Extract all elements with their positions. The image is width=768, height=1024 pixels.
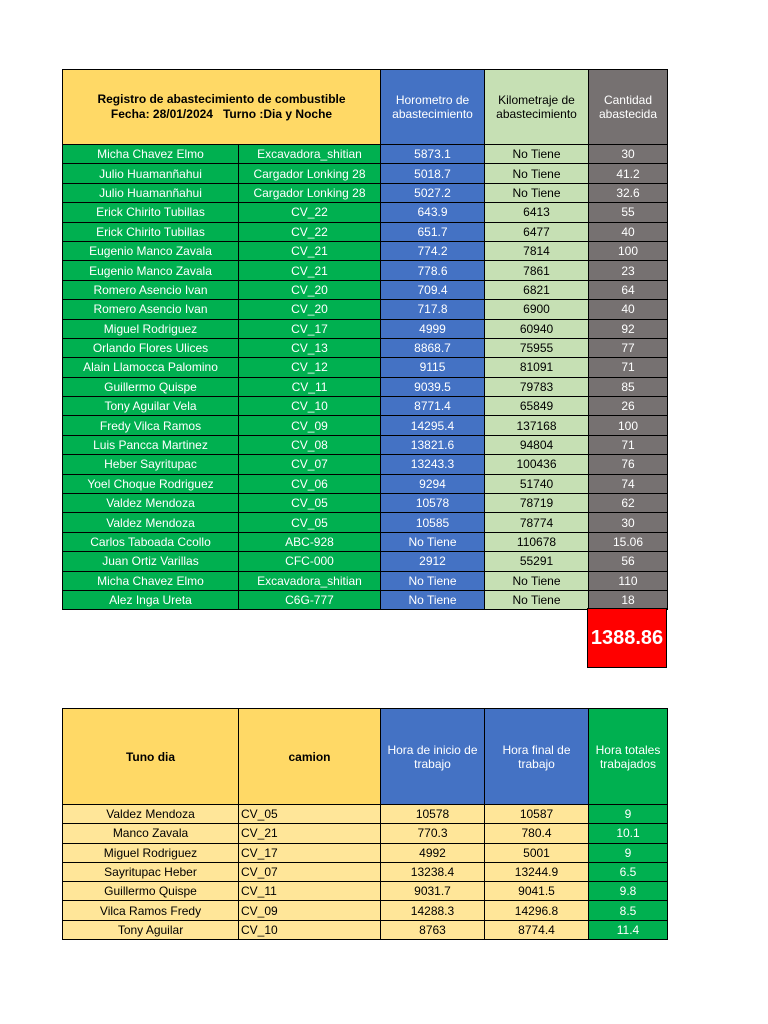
unit-cell: CV_22: [239, 203, 381, 222]
driver-cell: Guillermo Quispe: [63, 377, 239, 396]
cantidad-cell: 15.06: [589, 532, 668, 551]
driver-cell: Romero Asencio Ivan: [63, 300, 239, 319]
total-hours-cell: 9: [589, 805, 668, 824]
start-hour-cell: 8763: [381, 920, 485, 939]
horometro-cell: No Tiene: [381, 532, 485, 551]
cantidad-cell: 55: [589, 203, 668, 222]
table-row: [63, 145, 668, 164]
truck-cell: CV_05: [239, 805, 381, 824]
unit-cell: CV_17: [239, 319, 381, 338]
table-row: [63, 571, 668, 590]
truck-cell: CV_09: [239, 901, 381, 920]
table-row: [63, 183, 668, 202]
horometro-cell: 5018.7: [381, 164, 485, 183]
kilometraje-cell: 100436: [485, 455, 589, 474]
start-hour-cell: 14288.3: [381, 901, 485, 920]
kilometraje-cell: 110678: [485, 532, 589, 551]
table-row: [63, 882, 668, 901]
col-header-camion: camion: [239, 709, 381, 805]
total-hours-cell: 6.5: [589, 862, 668, 881]
unit-cell: CV_22: [239, 222, 381, 241]
table-row: [63, 261, 668, 280]
unit-cell: CV_06: [239, 474, 381, 493]
fuel-table-title-line1: Registro de abastecimiento de combustible: [97, 92, 346, 106]
cantidad-cell: 23: [589, 261, 668, 280]
horometro-cell: 10585: [381, 513, 485, 532]
cantidad-cell: 62: [589, 494, 668, 513]
unit-cell: CV_10: [239, 397, 381, 416]
kilometraje-cell: 94804: [485, 435, 589, 454]
driver-cell: Eugenio Manco Zavala: [63, 261, 239, 280]
unit-cell: Excavadora_shitian: [239, 571, 381, 590]
horometro-cell: 717.8: [381, 300, 485, 319]
col-header-hora-inicio: Hora de inicio de trabajo: [381, 709, 485, 805]
unit-cell: CV_08: [239, 435, 381, 454]
col-header-cantidad: Cantidad abastecida: [589, 70, 668, 145]
table-row: [63, 494, 668, 513]
driver-cell: Fredy Vilca Ramos: [63, 416, 239, 435]
truck-cell: CV_21: [239, 824, 381, 843]
cantidad-cell: 56: [589, 552, 668, 571]
col-header-hora-final: Hora final de trabajo: [485, 709, 589, 805]
unit-cell: Cargador Lonking 28: [239, 164, 381, 183]
unit-cell: CV_21: [239, 261, 381, 280]
driver-cell: Alez Inga Ureta: [63, 590, 239, 609]
col-header-hora-totales: Hora totales trabajados: [589, 709, 668, 805]
end-hour-cell: 13244.9: [485, 862, 589, 881]
total-fuel-cell: 1388.86: [587, 608, 667, 668]
start-hour-cell: 770.3: [381, 824, 485, 843]
table-row: [63, 901, 668, 920]
horometro-cell: 5873.1: [381, 145, 485, 164]
cantidad-cell: 41.2: [589, 164, 668, 183]
table-row: [63, 241, 668, 260]
col-header-kilometraje: Kilometraje de abastecimiento: [485, 70, 589, 145]
table-row: [63, 513, 668, 532]
driver-cell: Erick Chirito Tubillas: [63, 222, 239, 241]
horometro-cell: 8771.4: [381, 397, 485, 416]
table-row: [63, 280, 668, 299]
hours-table-body: [63, 805, 668, 940]
unit-cell: CV_05: [239, 513, 381, 532]
cantidad-cell: 30: [589, 145, 668, 164]
kilometraje-cell: 6477: [485, 222, 589, 241]
cantidad-cell: 40: [589, 300, 668, 319]
table-row: [63, 397, 668, 416]
driver-cell: Vilca Ramos Fredy: [63, 901, 239, 920]
end-hour-cell: 14296.8: [485, 901, 589, 920]
driver-cell: Miguel Rodriguez: [63, 319, 239, 338]
cantidad-cell: 64: [589, 280, 668, 299]
table-row: [63, 300, 668, 319]
kilometraje-cell: 137168: [485, 416, 589, 435]
truck-cell: CV_10: [239, 920, 381, 939]
horometro-cell: 709.4: [381, 280, 485, 299]
kilometraje-cell: No Tiene: [485, 145, 589, 164]
kilometraje-cell: No Tiene: [485, 571, 589, 590]
table-row: [63, 164, 668, 183]
kilometraje-cell: 75955: [485, 338, 589, 357]
table-row: [63, 552, 668, 571]
table-row: [63, 824, 668, 843]
kilometraje-cell: 60940: [485, 319, 589, 338]
kilometraje-cell: 51740: [485, 474, 589, 493]
horometro-cell: 778.6: [381, 261, 485, 280]
unit-cell: CV_07: [239, 455, 381, 474]
end-hour-cell: 8774.4: [485, 920, 589, 939]
cantidad-cell: 77: [589, 338, 668, 357]
table-row: [63, 203, 668, 222]
unit-cell: CV_09: [239, 416, 381, 435]
cantidad-cell: 74: [589, 474, 668, 493]
driver-cell: Valdez Mendoza: [63, 494, 239, 513]
table-row: [63, 805, 668, 824]
driver-cell: Julio Huamanñahui: [63, 183, 239, 202]
kilometraje-cell: No Tiene: [485, 164, 589, 183]
table-row: [63, 377, 668, 396]
start-hour-cell: 13238.4: [381, 862, 485, 881]
table-row: [63, 319, 668, 338]
horometro-cell: 14295.4: [381, 416, 485, 435]
cantidad-cell: 100: [589, 416, 668, 435]
table-row: [63, 435, 668, 454]
unit-cell: Cargador Lonking 28: [239, 183, 381, 202]
driver-cell: Alain Llamocca Palomino: [63, 358, 239, 377]
horometro-cell: 10578: [381, 494, 485, 513]
truck-cell: CV_17: [239, 843, 381, 862]
horometro-cell: No Tiene: [381, 571, 485, 590]
truck-cell: CV_07: [239, 862, 381, 881]
horometro-cell: No Tiene: [381, 590, 485, 609]
kilometraje-cell: 79783: [485, 377, 589, 396]
kilometraje-cell: 78719: [485, 494, 589, 513]
cantidad-cell: 40: [589, 222, 668, 241]
cantidad-cell: 30: [589, 513, 668, 532]
driver-cell: Juan Ortiz Varillas: [63, 552, 239, 571]
table-row: [63, 920, 668, 939]
driver-cell: Eugenio Manco Zavala: [63, 241, 239, 260]
table-row: [63, 455, 668, 474]
table-row: [63, 862, 668, 881]
table-row: [63, 532, 668, 551]
unit-cell: CV_05: [239, 494, 381, 513]
total-hours-cell: 9: [589, 843, 668, 862]
driver-cell: Yoel Choque Rodriguez: [63, 474, 239, 493]
unit-cell: Excavadora_shitian: [239, 145, 381, 164]
fuel-table-body: [63, 145, 668, 610]
cantidad-cell: 110: [589, 571, 668, 590]
horometro-cell: 651.7: [381, 222, 485, 241]
horometro-cell: 9294: [381, 474, 485, 493]
driver-cell: Heber Sayritupac: [63, 455, 239, 474]
cantidad-cell: 76: [589, 455, 668, 474]
unit-cell: CV_20: [239, 300, 381, 319]
unit-cell: CV_12: [239, 358, 381, 377]
horometro-cell: 643.9: [381, 203, 485, 222]
col-header-horometro: Horometro de abastecimiento: [381, 70, 485, 145]
driver-cell: Romero Asencio Ivan: [63, 280, 239, 299]
unit-cell: CV_20: [239, 280, 381, 299]
cantidad-cell: 32.6: [589, 183, 668, 202]
end-hour-cell: 780.4: [485, 824, 589, 843]
driver-cell: Tony Aguilar Vela: [63, 397, 239, 416]
table-row: [63, 222, 668, 241]
end-hour-cell: 9041.5: [485, 882, 589, 901]
end-hour-cell: 10587: [485, 805, 589, 824]
start-hour-cell: 4992: [381, 843, 485, 862]
driver-cell: Valdez Mendoza: [63, 513, 239, 532]
driver-cell: Sayritupac Heber: [63, 862, 239, 881]
kilometraje-cell: 6413: [485, 203, 589, 222]
horometro-cell: 9115: [381, 358, 485, 377]
kilometraje-cell: 6900: [485, 300, 589, 319]
driver-cell: Erick Chirito Tubillas: [63, 203, 239, 222]
cantidad-cell: 26: [589, 397, 668, 416]
unit-cell: CFC-000: [239, 552, 381, 571]
horometro-cell: 774.2: [381, 241, 485, 260]
work-hours-table: [62, 708, 668, 940]
driver-cell: Micha Chavez Elmo: [63, 571, 239, 590]
cantidad-cell: 92: [589, 319, 668, 338]
horometro-cell: 9039.5: [381, 377, 485, 396]
horometro-cell: 13243.3: [381, 455, 485, 474]
kilometraje-cell: 55291: [485, 552, 589, 571]
unit-cell: CV_21: [239, 241, 381, 260]
horometro-cell: 2912: [381, 552, 485, 571]
fuel-table-title: [63, 70, 381, 145]
horometro-cell: 4999: [381, 319, 485, 338]
table-row: [63, 474, 668, 493]
cantidad-cell: 85: [589, 377, 668, 396]
fuel-table-title-line2: Fecha: 28/01/2024 Turno :Dia y Noche: [110, 107, 333, 121]
unit-cell: C6G-777: [239, 590, 381, 609]
unit-cell: CV_11: [239, 377, 381, 396]
table-row: [63, 590, 668, 609]
driver-cell: Carlos Taboada Ccollo: [63, 532, 239, 551]
total-hours-cell: 8.5: [589, 901, 668, 920]
truck-cell: CV_11: [239, 882, 381, 901]
total-hours-cell: 11.4: [589, 920, 668, 939]
kilometraje-cell: 65849: [485, 397, 589, 416]
driver-cell: Valdez Mendoza: [63, 805, 239, 824]
driver-cell: Guillermo Quispe: [63, 882, 239, 901]
horometro-cell: 8868.7: [381, 338, 485, 357]
kilometraje-cell: No Tiene: [485, 183, 589, 202]
driver-cell: Tony Aguilar: [63, 920, 239, 939]
total-hours-cell: 10.1: [589, 824, 668, 843]
end-hour-cell: 5001: [485, 843, 589, 862]
driver-cell: Luis Pancca Martinez: [63, 435, 239, 454]
kilometraje-cell: 81091: [485, 358, 589, 377]
horometro-cell: 5027.2: [381, 183, 485, 202]
kilometraje-cell: No Tiene: [485, 590, 589, 609]
driver-cell: Micha Chavez Elmo: [63, 145, 239, 164]
driver-cell: Miguel Rodriguez: [63, 843, 239, 862]
cantidad-cell: 71: [589, 358, 668, 377]
kilometraje-cell: 6821: [485, 280, 589, 299]
unit-cell: ABC-928: [239, 532, 381, 551]
unit-cell: CV_13: [239, 338, 381, 357]
driver-cell: Orlando Flores Ulices: [63, 338, 239, 357]
horometro-cell: 13821.6: [381, 435, 485, 454]
kilometraje-cell: 7814: [485, 241, 589, 260]
fuel-supply-table: [62, 69, 668, 610]
table-row: [63, 416, 668, 435]
start-hour-cell: 10578: [381, 805, 485, 824]
cantidad-cell: 18: [589, 590, 668, 609]
start-hour-cell: 9031.7: [381, 882, 485, 901]
col-header-turno: Tuno dia: [63, 709, 239, 805]
cantidad-cell: 71: [589, 435, 668, 454]
driver-cell: Julio Huamanñahui: [63, 164, 239, 183]
table-row: [63, 843, 668, 862]
table-row: [63, 338, 668, 357]
kilometraje-cell: 7861: [485, 261, 589, 280]
table-row: [63, 358, 668, 377]
cantidad-cell: 100: [589, 241, 668, 260]
kilometraje-cell: 78774: [485, 513, 589, 532]
driver-cell: Manco Zavala: [63, 824, 239, 843]
total-hours-cell: 9.8: [589, 882, 668, 901]
